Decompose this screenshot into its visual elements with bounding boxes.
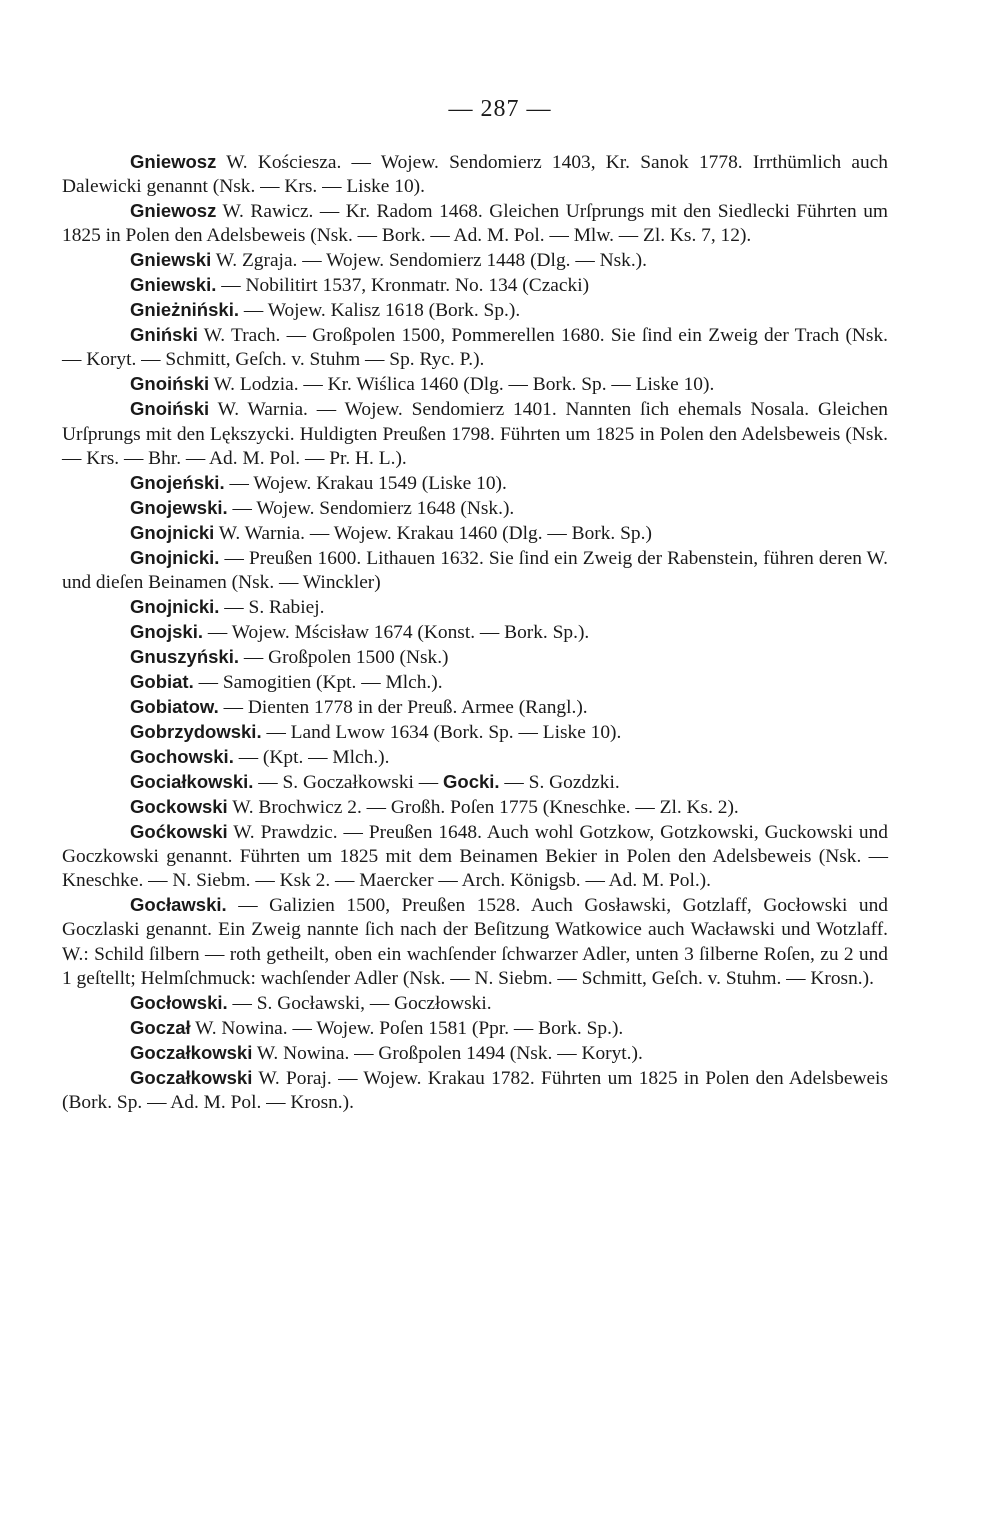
entry-text: W. Trach. — Großpolen 1500, Pommerellen 1680. Sie ſind ein Zweig der Trach (Nsk. — Koryt. — Schmitt, Geſch. v. Stuhm — Sp. Ryc. P.). bbox=[62, 325, 888, 371]
entry-name: Gnojeński. bbox=[130, 471, 225, 493]
entry-name: Gockowski bbox=[130, 796, 228, 818]
entry-text: W. Nowina. — Wojew. Poſen 1581 (Ppr. — Bork. Sp.). bbox=[195, 1017, 624, 1039]
entry-text: W. Kościesza. — Wojew. Sendomierz 1403, Kr. Sanok 1778. Irrthümlich auch Dalewicki genannt (Nsk. — Krs. — Liske 10). bbox=[62, 152, 888, 198]
entry-name: Gnojnicki. bbox=[130, 546, 220, 568]
entry-text: — Preußen 1600. Lithauen 1632. Sie ſind ein Zweig der Rabenstein, führen deren W. und dieſen Beinamen (Nsk. — Winckler) bbox=[62, 547, 888, 593]
list-item bbox=[62, 893, 888, 990]
entry-name: Goćkowski bbox=[130, 821, 228, 843]
entry-name: Gnojnicki bbox=[130, 521, 215, 543]
entry-text: W. Warnia. — Wojew. Krakau 1460 (Dlg. — Bork. Sp.) bbox=[218, 522, 652, 544]
list-item bbox=[62, 248, 888, 273]
entry-text: — Land Lwow 1634 (Bork. Sp. — Liske 10). bbox=[266, 722, 622, 744]
entry-name: Gocłowski. bbox=[130, 991, 228, 1013]
entry-text: — Wojew. Kalisz 1618 (Bork. Sp.). bbox=[243, 300, 521, 322]
list-item bbox=[62, 745, 888, 770]
list-item bbox=[62, 1016, 888, 1041]
entry-text: — Nobilitirt 1537, Kronmatr. No. 134 (Czacki) bbox=[221, 275, 590, 297]
entry-name: Gnojewski. bbox=[130, 496, 228, 518]
entry-text: W. Warnia. — Wojew. Sendomierz 1401. Nannten ſich ehemals Nosala. Gleichen Urſprungs mit den Lększycki. Huldigten Preußen 1798. Führten um 1825 in Polen den Adelsbeweis (Nsk. — Krs. — Bhr. — Ad. M. Pol. — Pr. H. L.). bbox=[62, 399, 888, 469]
list-item bbox=[62, 397, 888, 470]
entry-name: Gobiatow. bbox=[130, 696, 219, 718]
list-item bbox=[62, 471, 888, 496]
list-item bbox=[62, 670, 888, 695]
list-item bbox=[62, 546, 888, 595]
entry-name: Gnieżniński. bbox=[130, 299, 239, 321]
entry-text: — Galizien 1500, Preußen 1528. Auch Gosławski, Gotzlaff, Gocłowski und Goczlaski genannt. Ein Zweig nannte ſich nach der Beſitzung Watkowice auch Wacławski und Wotzlaff. W.: Schild ſilbern — roth getheilt, oben ein wachſender ſchwarzer Adler, unten 3 ſilberne Roſen, zu 2 und 1 geſtellt; Helmſchmuck: wachſender Adler (Nsk. — N. Siebm. — Schmitt, Geſch. v. Stuhm. — Krosn.). bbox=[62, 895, 888, 989]
list-item bbox=[62, 1041, 888, 1066]
entry-text: W. Nowina. — Großpolen 1494 (Nsk. — Koryt.). bbox=[256, 1042, 643, 1064]
entry-name: Gniński bbox=[130, 324, 198, 346]
entry-name: Gobiat. bbox=[130, 670, 194, 692]
entry-name: Gnoiński bbox=[130, 398, 210, 420]
entry-name: Goczał bbox=[130, 1016, 191, 1038]
entry-text-secondary: — S. Gozdzki. bbox=[504, 772, 620, 794]
entry-text: W. Zgraja. — Wojew. Sendomierz 1448 (Dlg. — Nsk.). bbox=[215, 250, 647, 272]
entry-text: — S. Rabiej. bbox=[224, 596, 325, 618]
entry-name: Gniewski. bbox=[130, 274, 217, 296]
list-item bbox=[62, 645, 888, 670]
entry-name: Gniewosz bbox=[130, 151, 217, 172]
list-item bbox=[62, 150, 888, 199]
entry-text: — Wojew. Krakau 1549 (Liske 10). bbox=[229, 472, 507, 494]
entry-name: Gnojski. bbox=[130, 620, 203, 642]
list-item bbox=[62, 496, 888, 521]
entry-text: — S. Goczałkowski — bbox=[258, 772, 439, 794]
list-item bbox=[62, 1066, 888, 1115]
entry-name: Gocławski. bbox=[130, 894, 227, 916]
list-item bbox=[62, 372, 888, 397]
entry-text: W. Lodzia. — Kr. Wiślica 1460 (Dlg. — Bork. Sp. — Liske 10). bbox=[213, 374, 715, 396]
entry-name: Gnuszyński. bbox=[130, 645, 239, 667]
list-item bbox=[62, 770, 888, 795]
entry-name: Gniewski bbox=[130, 249, 212, 271]
entry-name-secondary: Gocki. bbox=[443, 771, 500, 793]
entry-text: — Dienten 1778 in der Preuß. Armee (Rangl.). bbox=[223, 697, 588, 719]
entry-text: W. Rawicz. — Kr. Radom 1468. Gleichen Urſprungs mit den Siedlecki Führten um 1825 in Polen den Adelsbeweis (Nsk. — Bork. — Ad. M. Pol. — Mlw. — Zl. Ks. 7, 12). bbox=[62, 201, 888, 247]
page-number: — 287 — bbox=[448, 96, 552, 122]
list-item bbox=[62, 298, 888, 323]
entry-text: — Großpolen 1500 (Nsk.) bbox=[243, 646, 449, 668]
entry-name: Goczałkowski bbox=[130, 1041, 253, 1063]
list-item bbox=[62, 323, 888, 372]
entry-name: Gociałkowski. bbox=[130, 771, 254, 793]
entry-text: — Wojew. Mścisław 1674 (Konst. — Bork. Sp.). bbox=[207, 621, 590, 643]
entry-name: Gnojnicki. bbox=[130, 595, 220, 617]
entry-name: Gochowski. bbox=[130, 746, 234, 768]
list-item bbox=[62, 795, 888, 820]
entry-text: W. Brochwicz 2. — Großh. Poſen 1775 (Kneschke. — Zl. Ks. 2). bbox=[232, 797, 739, 819]
entry-text: — (Kpt. — Mlch.). bbox=[238, 747, 390, 769]
list-item bbox=[62, 273, 888, 298]
entry-text: W. Poraj. — Wojew. Krakau 1782. Führten um 1825 in Polen den Adelsbeweis (Bork. Sp. — Ad. M. Pol. — Krosn.). bbox=[62, 1067, 888, 1113]
entry-text: — S. Gocławski, — Goczłowski. bbox=[232, 992, 492, 1014]
entry-name: Goczałkowski bbox=[130, 1066, 253, 1088]
entry-name: Gobrzydowski. bbox=[130, 721, 262, 743]
list-item bbox=[62, 595, 888, 620]
list-item bbox=[62, 695, 888, 720]
list-item bbox=[62, 820, 888, 893]
list-item bbox=[62, 991, 888, 1016]
entry-text: — Wojew. Sendomierz 1648 (Nsk.). bbox=[232, 497, 515, 519]
list-item bbox=[62, 199, 888, 248]
list-item bbox=[62, 521, 888, 546]
entry-text: — Samogitien (Kpt. — Mlch.). bbox=[198, 671, 443, 693]
entry-text: W. Prawdzic. — Preußen 1648. Auch wohl Gotzkow, Gotzkowski, Guckowski und Goczkowski genannt. Führten um 1825 mit dem Beinamen Bekier in Polen den Adelsbeweis (Nsk. — Kneschke. — N. Siebm. — Ksk 2. — Maercker — Arch. Königsb. — Ad. M. Pol.). bbox=[62, 822, 888, 892]
list-item bbox=[62, 720, 888, 745]
list-item bbox=[62, 620, 888, 645]
entry-name: Gnoiński bbox=[130, 373, 210, 395]
entry-list bbox=[62, 150, 888, 1115]
entry-name: Gniewosz bbox=[130, 200, 217, 222]
